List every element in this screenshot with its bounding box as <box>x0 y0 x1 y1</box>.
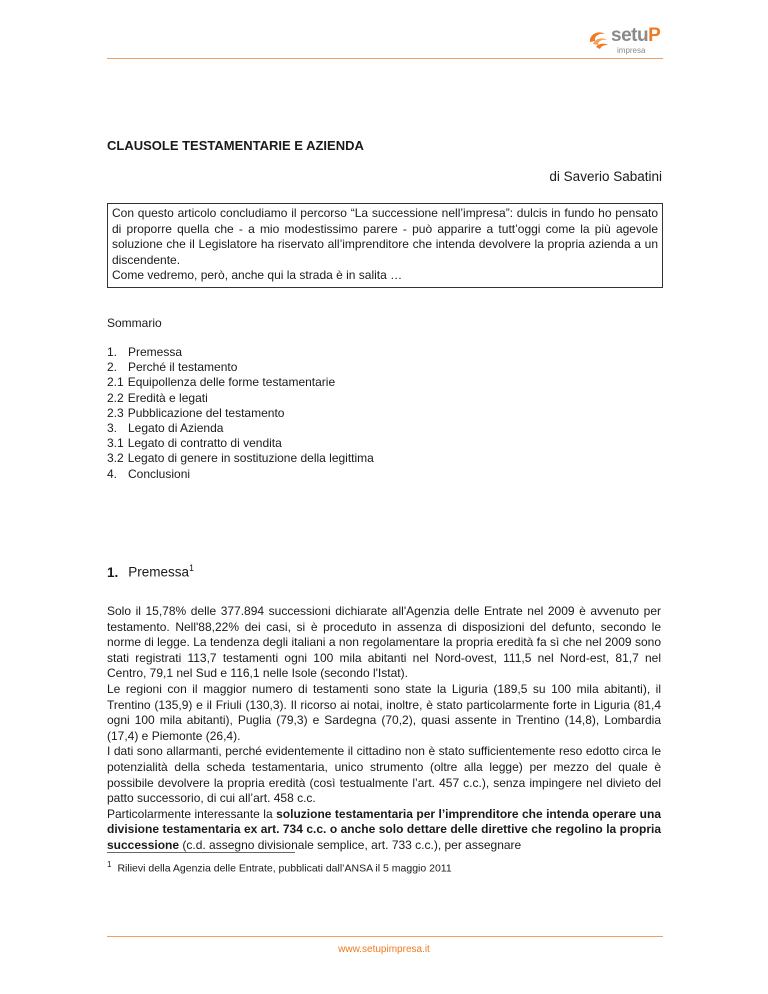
footnote-marker: 1 <box>189 563 195 573</box>
toc-item: 3. Legato di Azienda <box>107 421 224 436</box>
abstract-closing: Come vedremo, però, anche qui la strada è in salita … <box>112 268 403 283</box>
toc-item: 1. Premessa <box>107 345 183 359</box>
author-byline: di Saverio Sabatini <box>549 169 662 184</box>
emphasis-text: soluzione testamentaria per l’imprenditore che intenda operare una divisione testamentaria ex art. 734 c.c. o anche solo dettare delle direttive che regolino la propria successione <box>107 806 662 852</box>
page-header <box>107 24 663 59</box>
logo-subtitle: impresa <box>617 46 646 55</box>
table-of-contents <box>107 345 374 482</box>
footnote-divider <box>107 852 295 853</box>
toc-item: 2.2 Eredità e legati <box>107 390 208 405</box>
toc-item: 4. Conclusioni <box>107 466 191 481</box>
logo-wordmark: setuP <box>611 25 661 46</box>
paragraph: Le regioni con il maggior numero di testamenti sono state la Liguria (189,5 su 100 mila abitanti), il Trentino (135,9) e il Friuli (130,3). Il ricorso ai notai, inoltre, è stato particolarmente forte in Liguria (81,4 ogni 100 mila abitanti), Puglia (79,3) e Sardegna (70,2), quasi assente in Trentino (14,8), Lombardia (17,4) e Piemonte (26,4). <box>107 681 661 743</box>
document-title: CLAUSOLE TESTAMENTARIE E AZIENDA <box>107 138 364 153</box>
abstract-box <box>107 203 663 288</box>
footnote: $^1$ Rilievi della Agenzia delle Entrate, pubblicati dall’ANSA il 5 maggio 2011 <box>107 860 452 875</box>
paragraph: Particolarmente interessante la soluzione testamentaria per l’imprenditore che intenda operare una divisione testamentaria ex art. 734 c.c. o anche solo dettare delle direttive che regolino la propria successione (c.d. assegno divisionale semplice, art. 733 c.c.), per assegnare <box>107 806 662 852</box>
footer-divider <box>107 936 663 937</box>
footer-url[interactable]: www.setupimpresa.it <box>338 944 430 955</box>
toc-item: 2.3 Pubblicazione del testamento <box>107 405 285 420</box>
section-body <box>107 604 661 854</box>
paragraph: I dati sono allarmanti, perché evidentemente il cittadino non è stato sufficientemente reso edotto circa le potenzialità della scheda testamentaria, unico strumento (oltre alla legge) per mezzo del quale è possibile devolvere la propria eredità (così testualmente l’art. 457 c.c.), senza impingere nel divieto del patto successorio, di cui all’art. 458 c.c. <box>107 744 661 806</box>
toc-item: 2.1 Equipollenza delle forme testamentarie <box>107 375 336 390</box>
toc-item: 3.1 Legato di contratto di vendita <box>107 436 282 451</box>
abstract-text: Con questo articolo concludiamo il percorso “La successione nell’impresa”: dulcis in fundo ho pensato di proporre quella che - a mio modestissimo parere - può apparire a tutt’oggi come la più agevole soluzione che il Legislatore ha riservato all’imprenditore che intenda devolvere la propria azienda a un discendente. <box>112 206 658 267</box>
toc-heading: Sommario <box>107 316 162 330</box>
setup-impresa-logo <box>587 24 663 56</box>
paragraph: Solo il 15,78% delle 377.894 successioni dichiarate all'Agenzia delle Entrate nel 2009 è avvenuto per testamento. Nell'88,22% dei casi, si è proceduto in assenza di disposizioni del defunto, secondo le norme di legge. La tendenza degli italiani a non regolamentare la propria eredità fa sì che nel 2009 sono stati registrati 113,7 testamenti ogni 100 mila abitanti nel Nord-ovest, 111,5 nel Nord-est, 81,7 nel Centro, 79,1 nel Sud e 116,1 nelle Isole (secondo l'Istat). <box>107 604 661 681</box>
section-heading: 1. Premessa$^1$ <box>107 563 195 580</box>
toc-item: 2. Perché il testamento <box>107 360 238 375</box>
swirl-logo-icon <box>587 28 613 50</box>
toc-item: 3.2 Legato di genere in sostituzione della legittima <box>107 451 374 466</box>
